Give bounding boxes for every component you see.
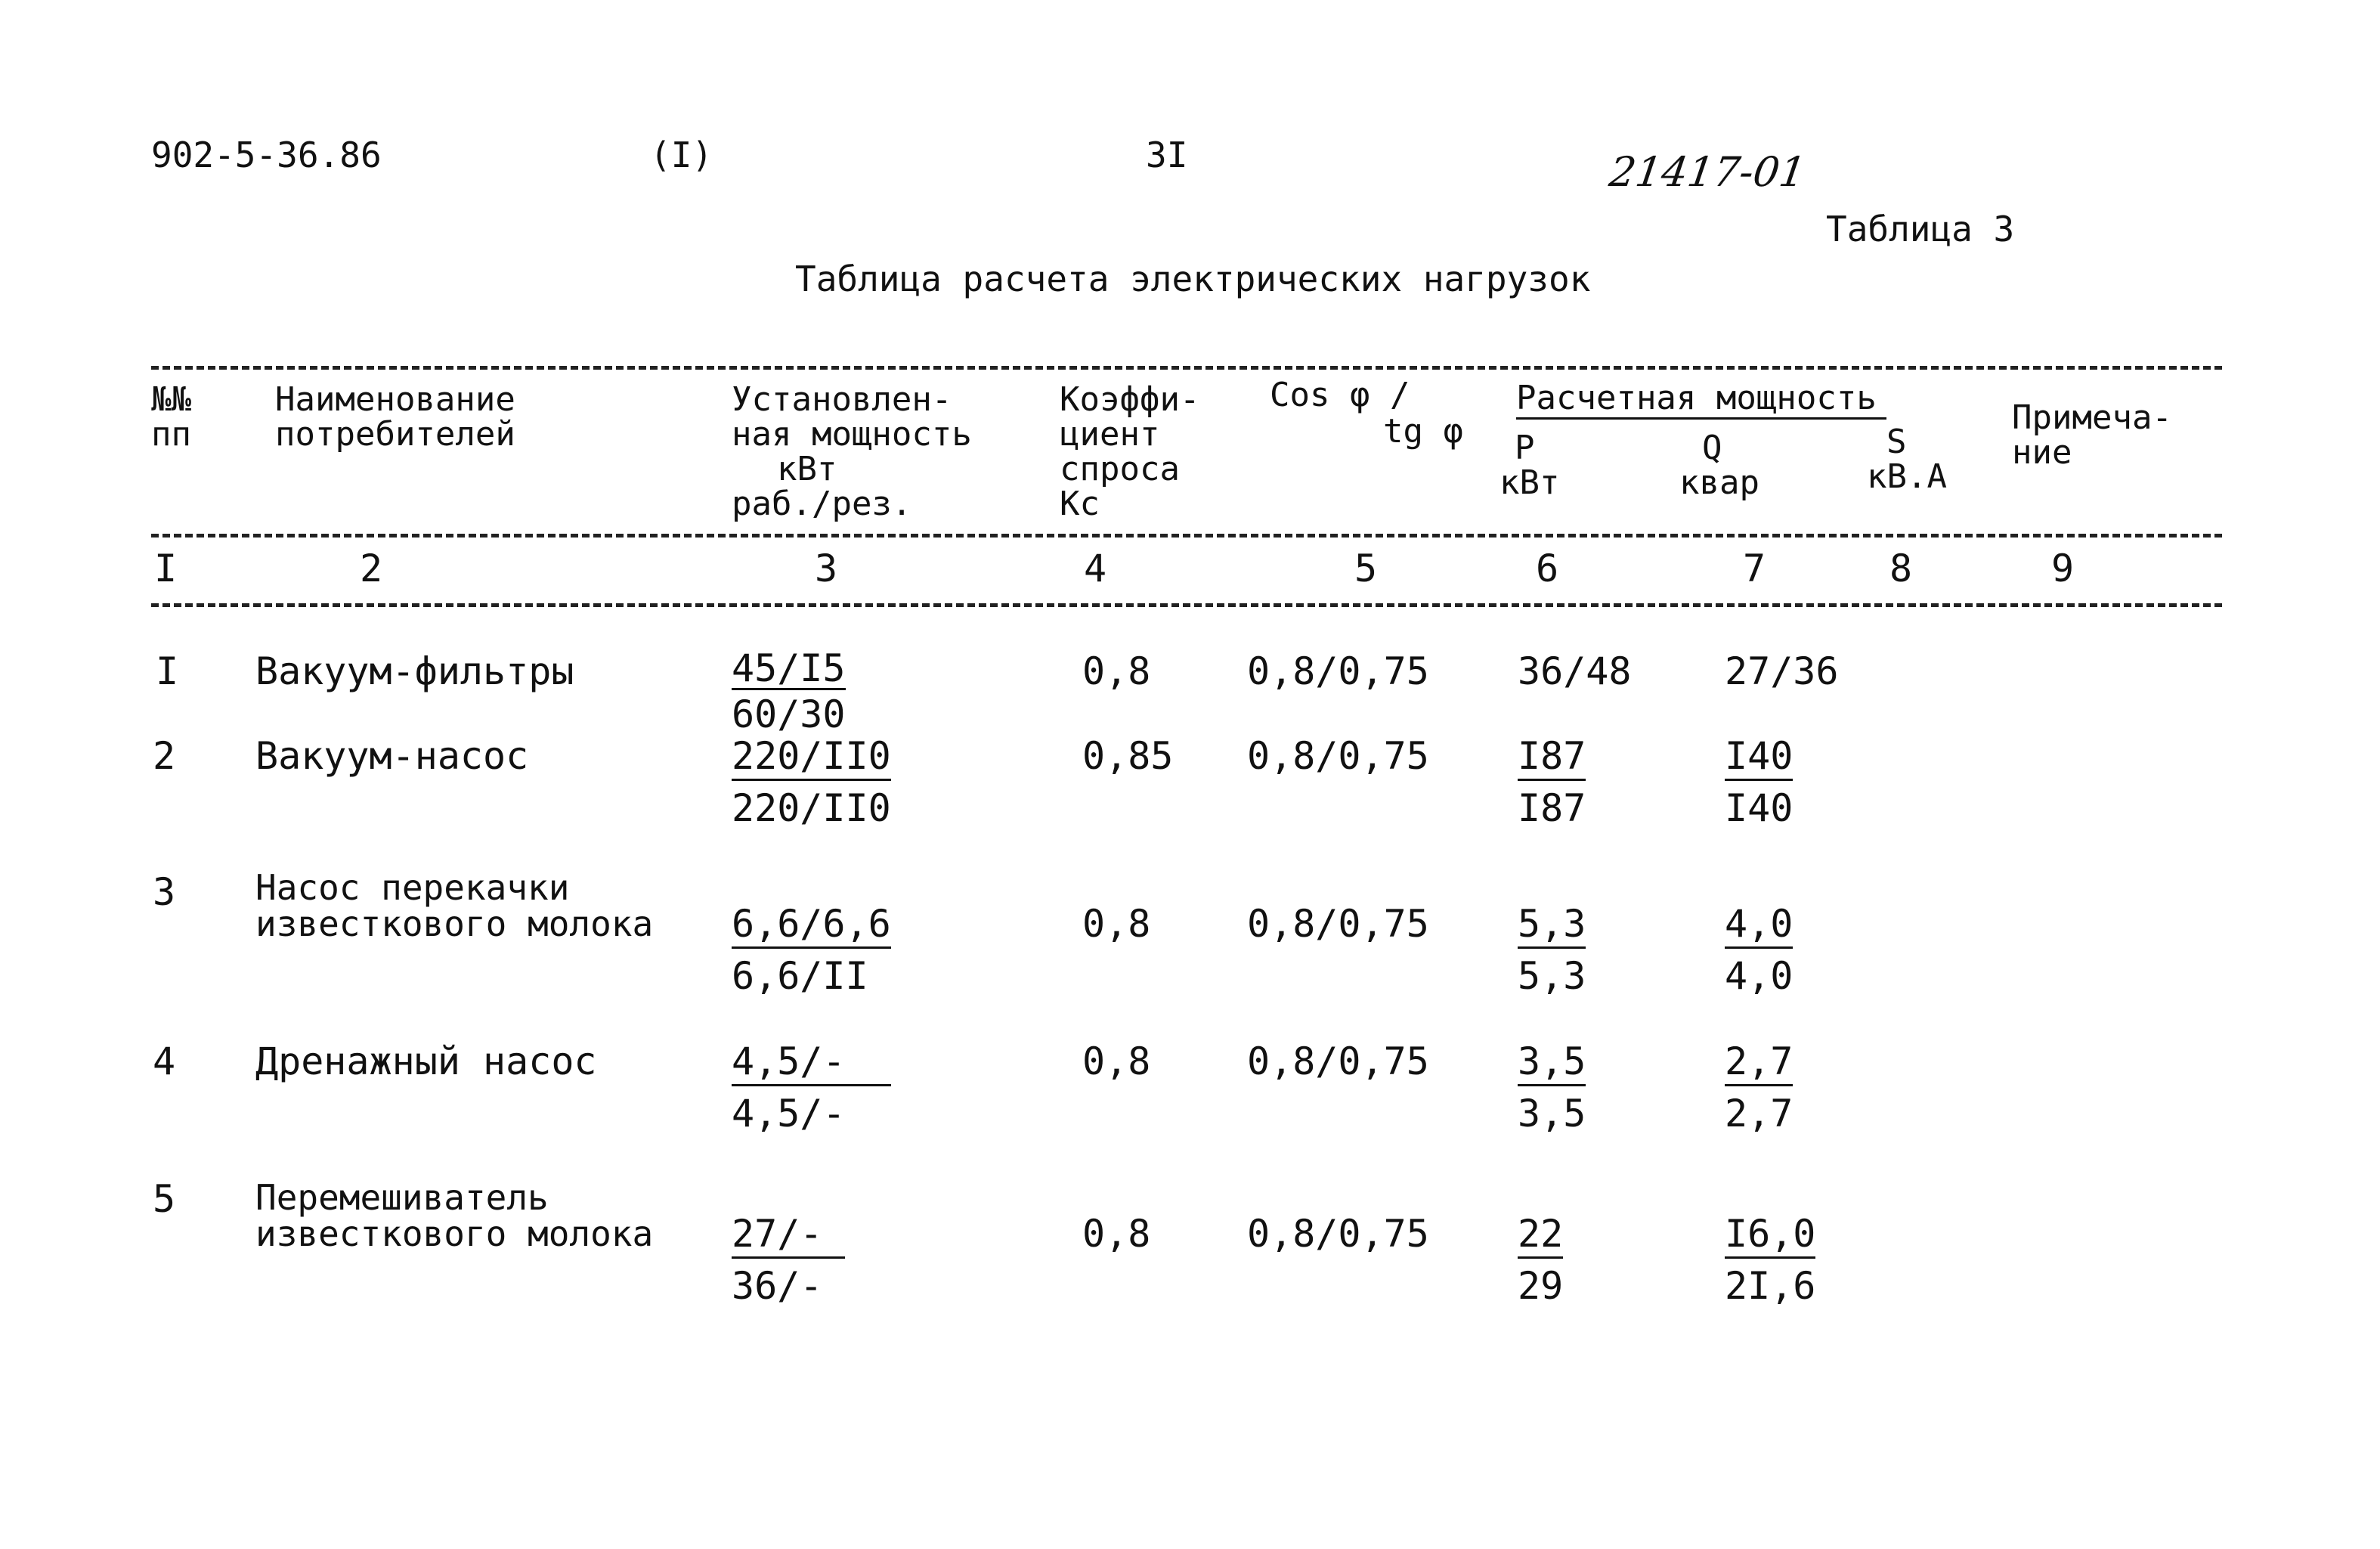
- col-number-7: 7: [1743, 547, 1766, 590]
- row-name: Перемешиватель известкового молока: [255, 1177, 654, 1254]
- col-header-tg: tg φ: [1383, 412, 1463, 451]
- col-header-s: S кВ.А: [1867, 423, 1947, 496]
- col-number-2: 2: [360, 547, 383, 590]
- row-installed: $\frac{27/-}{36/-}$: [732, 1211, 845, 1309]
- col-header-q: Q квар: [1679, 429, 1759, 502]
- col-number-5: 5: [1354, 547, 1378, 590]
- col-header-installed: Установлен- ная мощность кВт раб./рез.: [732, 380, 972, 523]
- row-coef: 0,8: [1082, 1212, 1151, 1256]
- row-name: Насос перекачки известкового молока: [255, 867, 654, 944]
- col-header-coef: Коэффи- циент спроса Кс: [1060, 380, 1200, 523]
- row-cos-tg: 0,8/0,75: [1247, 1212, 1429, 1256]
- row-coef: 0,8: [1082, 649, 1151, 693]
- row-q: $\frac{I6,0}{2I,6}$: [1725, 1212, 1816, 1308]
- row-p: $\frac{22}{29}$: [1518, 1212, 1564, 1308]
- row-q: $\frac{4,0}{4,0}$: [1725, 902, 1794, 998]
- row-name: Вакуум-насос: [255, 734, 529, 778]
- col-header-note: Примеча- ние: [2012, 398, 2172, 472]
- row-cos-tg: 0,8/0,75: [1247, 902, 1429, 946]
- row-coef: 0,8: [1082, 1039, 1151, 1083]
- col-number-4: 4: [1084, 547, 1107, 590]
- row-num: 2: [153, 734, 176, 778]
- col-number-9: 9: [2051, 547, 2075, 590]
- row-coef: 0,8: [1082, 902, 1151, 946]
- row-q: 27/36: [1725, 649, 1839, 693]
- handwritten-number: 21417-01: [1606, 148, 1809, 196]
- page-number: 3I: [1146, 135, 1188, 175]
- table-label: Таблица 3: [1826, 209, 2015, 249]
- col-header-num: №№ пп: [151, 380, 191, 454]
- row-q: $\frac{I40}{I40}$: [1725, 734, 1794, 830]
- row-installed: $\frac{45/I5}{60/30}$: [732, 646, 846, 736]
- row-installed: $\frac{4,5/-}{4,5/-}$: [732, 1039, 891, 1136]
- row-coef: 0,85: [1082, 734, 1174, 778]
- rule-numbers-bottom: [151, 603, 2222, 607]
- row-name: Дренажный насос: [255, 1039, 597, 1083]
- rule-top: [151, 366, 2222, 370]
- row-p: $\frac{I87}{I87}$: [1518, 734, 1586, 830]
- row-num: 4: [153, 1039, 176, 1083]
- rule-header-bottom: [151, 534, 2222, 538]
- col-header-cos: Cos φ /: [1270, 376, 1410, 414]
- row-cos-tg: 0,8/0,75: [1247, 649, 1429, 693]
- col-number-3: 3: [815, 547, 838, 590]
- col-header-calc-group: Расчетная мощность: [1516, 381, 1886, 420]
- col-number-6: 6: [1536, 547, 1559, 590]
- row-cos-tg: 0,8/0,75: [1247, 734, 1429, 778]
- row-p: 36/48: [1518, 649, 1632, 693]
- row-name: Вакуум-фильтры: [255, 649, 574, 693]
- row-installed: $\frac{220/II0}{220/II0}$: [732, 734, 891, 830]
- row-num: I: [156, 649, 179, 693]
- row-p: $\frac{3,5}{3,5}$: [1518, 1039, 1586, 1135]
- document-code: 902-5-36.86: [151, 135, 382, 175]
- col-header-name: Наименование потребителей: [275, 380, 515, 454]
- row-num: 3: [153, 870, 176, 914]
- row-q: $\frac{2,7}{2,7}$: [1725, 1039, 1794, 1135]
- row-p: $\frac{5,3}{5,3}$: [1518, 902, 1586, 998]
- col-number-8: 8: [1889, 547, 1913, 590]
- col-header-p: P кВт: [1499, 429, 1560, 502]
- document-part: (I): [650, 135, 713, 175]
- col-number-1: I: [154, 547, 178, 590]
- row-cos-tg: 0,8/0,75: [1247, 1039, 1429, 1083]
- row-num: 5: [153, 1177, 176, 1221]
- table-title: Таблица расчета электрических нагрузок: [795, 259, 1591, 299]
- row-installed: $\frac{6,6/6,6}{6,6/II}$: [732, 902, 891, 998]
